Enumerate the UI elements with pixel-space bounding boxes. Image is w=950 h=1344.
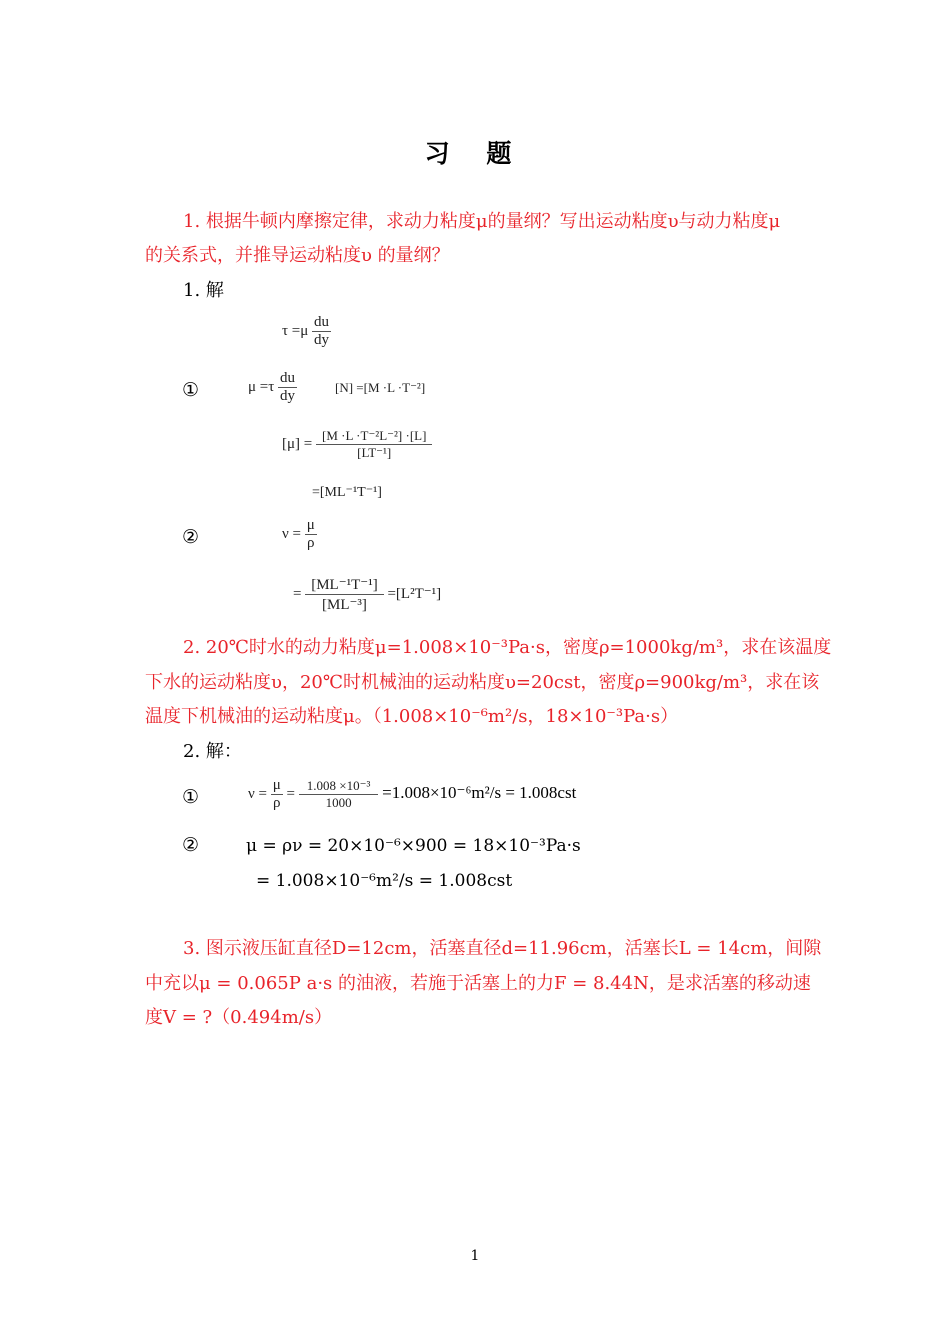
problem-2-line-2: 下水的运动粘度υ，20℃时机械油的运动粘度υ=20cst，密度ρ=900kg/m³，求在该 — [145, 672, 820, 693]
equation-lhs: τ =μ — [282, 322, 309, 339]
equation-newton-law — [282, 314, 331, 349]
fraction-numerator: 1.008 ×10⁻³ — [299, 778, 379, 795]
fraction-numerator: [ML⁻¹T⁻¹] — [305, 575, 383, 595]
equation-mu-oil: μ = ρν = 20×10⁻⁶×900 = 18×10⁻³Pa·s — [246, 836, 581, 856]
problem-1-line-2: 的关系式，并推导运动粘度υ 的量纲？ — [145, 245, 450, 266]
fraction-numerator: du — [314, 314, 330, 330]
solution-1-heading: 1. 解 — [183, 280, 224, 301]
fraction — [278, 370, 297, 405]
fraction-denominator: dy — [314, 332, 330, 348]
solution-2-heading: 2. 解： — [183, 741, 242, 762]
fraction — [299, 778, 379, 811]
step-marker-1: ① — [182, 379, 200, 401]
equals-sign: = — [286, 785, 296, 802]
equation-mu — [248, 370, 297, 405]
equation-lhs: = — [293, 585, 302, 602]
dimension-of-force: [N] =[M ·L ·T⁻²] — [335, 380, 426, 395]
equation-rhs: =[L²T⁻¹] — [387, 585, 442, 602]
equation-lhs: [μ] = — [282, 435, 313, 452]
problem-3-line-3: 度V = ?（0.494m/s） — [145, 1007, 333, 1028]
equation-lhs: ν = — [248, 785, 267, 802]
equation-nu-water — [248, 777, 576, 812]
fraction-denominator: ρ — [273, 795, 281, 811]
page-title: 习 题 — [424, 139, 526, 168]
fraction-denominator: ρ — [307, 535, 315, 551]
equation-nu-result: = 1.008×10⁻⁶m²/s = 1.008cst — [256, 871, 513, 891]
equation-lhs: ν = — [282, 525, 301, 542]
fraction-numerator: [M ·L ·T⁻²L⁻²] ·[L] — [316, 428, 432, 445]
step-marker-2: ② — [182, 834, 200, 856]
fraction — [271, 777, 283, 812]
equation-mu-result: =[ML⁻¹T⁻¹] — [312, 485, 382, 500]
fraction — [305, 575, 383, 614]
problem-3-line-2: 中充以μ = 0.065P a·s 的油液，若施于活塞上的力F = 8.44N，是求活塞的移动速 — [145, 973, 811, 994]
fraction-numerator: du — [280, 370, 296, 386]
fraction — [316, 428, 432, 461]
problem-1-line-1: 1. 根据牛顿内摩擦定律，求动力粘度μ的量纲？写出运动粘度υ与动力粘度μ — [183, 211, 781, 232]
step-marker-1: ① — [182, 786, 200, 808]
fraction-numerator: μ — [272, 777, 281, 793]
fraction-denominator: 1000 — [325, 795, 352, 810]
equation-lhs: μ =τ — [248, 378, 275, 395]
fraction — [312, 314, 331, 349]
problem-2-line-1: 2. 20℃时水的动力粘度μ=1.008×10⁻³Pa·s，密度ρ=1000kg/m³，求在该温度 — [183, 637, 832, 658]
fraction-numerator: μ — [306, 517, 315, 533]
problem-3-line-1: 3. 图示液压缸直径D=12cm，活塞直径d=11.96cm，活塞长L = 14cm，间隙 — [183, 938, 822, 959]
fraction-denominator: dy — [280, 388, 296, 404]
fraction-denominator: [ML⁻³] — [322, 597, 367, 613]
equation-mu-dimension — [282, 428, 432, 461]
fraction-denominator: [LT⁻¹] — [357, 445, 392, 460]
fraction — [305, 517, 317, 552]
problem-2-line-3: 温度下机械油的运动粘度μ。（1.008×10⁻⁶m²/s，18×10⁻³Pa·s） — [145, 706, 679, 727]
equation-rhs: =1.008×10⁻⁶m²/s = 1.008cst — [382, 782, 577, 802]
step-marker-2: ② — [182, 526, 200, 548]
equation-nu-dimension — [293, 575, 441, 614]
page-number: 1 — [470, 1248, 480, 1264]
equation-nu — [282, 517, 317, 552]
